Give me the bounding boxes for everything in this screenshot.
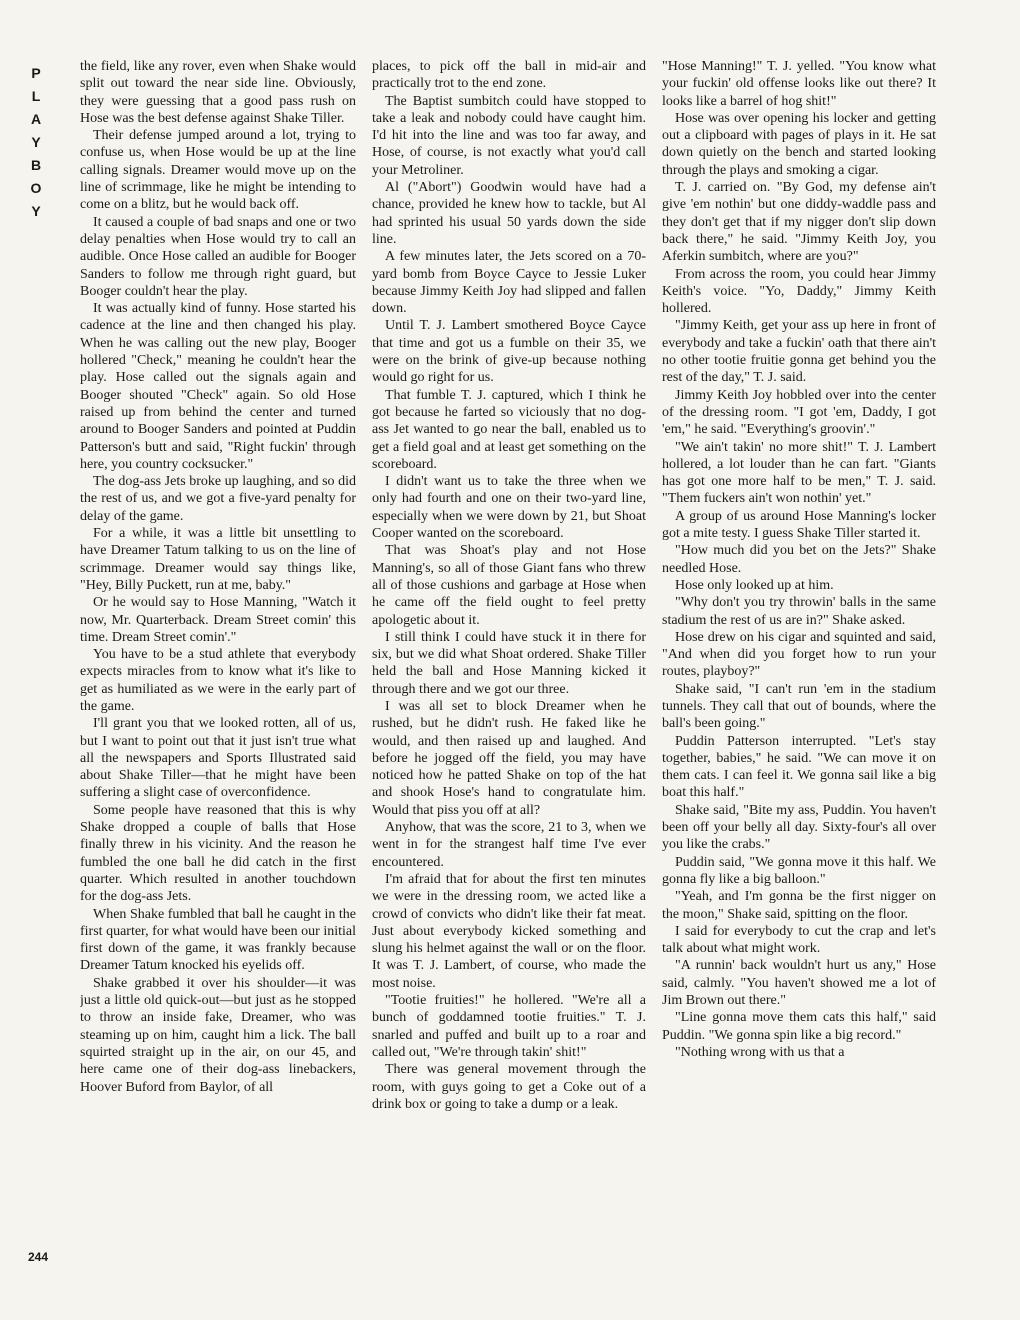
text-column-2 [372, 58, 646, 1284]
paragraph: Shake grabbed it over his shoulder—it was just a little old quick-out—but just as he stopped to throw an inside fake, Dreamer, who was steaming up on him, caught him a lick. The ball squirted straight up in the air, on our 45, and here came one of their dog-ass linebackers, Hoover Buford from Baylor, of all [80, 975, 356, 1095]
paragraph: I still think I could have stuck it in there for six, but we did what Shoat ordered. Shake Tiller held the ball and Hose Manning kicked it through there and we got our three. [372, 629, 646, 697]
masthead-letter: L [31, 88, 41, 104]
paragraph: I didn't want us to take the three when we only had fourth and one on their two-yard line, especially when we were down by 21, but Shoat Cooper wanted on the scoreboard. [372, 474, 646, 542]
paragraph: "Nothing wrong with us that a [675, 1044, 845, 1060]
paragraph: I was all set to block Dreamer when he rushed, but he didn't rush. He faked like he would, and then raised up and laughed. And before he jogged off the field, you may have noticed how he patted Shake on top of the hat and shook Hose's hand to congratulate him. Would that piss you off at all? [372, 698, 646, 818]
paragraph: "We ain't takin' no more shit!" T. J. Lambert hollered, a lot louder than he can fart. "Giants has got one more half to be men," T. J. said. "Them fuckers ain't won nothin' yet." [662, 439, 936, 507]
paragraph: the field, like any rover, even when Shake would split out toward the near side line. Obviously, they were guessing that a good pass rush on Hose was the best defense against Shake Tiller. [80, 59, 356, 126]
masthead-letter: A [30, 111, 42, 127]
masthead-letter: O [30, 180, 42, 196]
paragraph: "Line gonna move them cats this half," said Puddin. "We gonna spin like a big record." [662, 1010, 936, 1043]
paragraph: Al ("Abort") Goodwin would have had a chance, provided he knew how to tackle, but Al had sprinted his usual 50 yards down the side line. [372, 180, 646, 247]
paragraph: Hose only looked up at him. [675, 577, 834, 593]
paragraph: Their defense jumped around a lot, trying to confuse us, when Hose would be up at the line calling signals. Dreamer would move up on the line of scrimmage, like he might be intending to come on a blitz, but he would back off. [80, 128, 356, 213]
paragraph: "A runnin' back wouldn't hurt us any," Hose said, calmly. "You haven't showed me a lot of Jim Brown out there." [662, 958, 936, 1009]
paragraph: I'm afraid that for about the first ten minutes we were in the dressing room, we acted like a crowd of convicts who didn't like their fat meat. Just about everybody kicked something and slung his helmet against the wall or on the floor. It was T. J. Lambert, of course, who made the most noise. [372, 871, 646, 991]
paragraph: places, to pick off the ball in mid-air and practically trot to the end zone. [372, 59, 646, 92]
paragraph: Some people have reasoned that this is why Shake dropped a couple of balls that Hose finally threw in his vicinity. And the reason he fumbled the one ball he did catch in the first quarter. Which resulted in another touchdown for the dog-ass Jets. [80, 802, 356, 905]
paragraph: Jimmy Keith Joy hobbled over into the center of the dressing room. "I got 'em, Daddy, I got 'em," he said. "Everything's groovin'." [662, 387, 936, 438]
paragraph: Hose was over opening his locker and getting out a clipboard with pages of plays in it. He sat down quietly on the bench and started looking through the plays and smoking a cigar. [662, 110, 936, 178]
paragraph: I said for everybody to cut the crap and let's talk about what might work. [662, 923, 936, 957]
paragraph: Hose drew on his cigar and squinted and said, "And when did you forget how to run your routes, playboy?" [662, 629, 936, 680]
paragraph: There was general movement through the room, with guys going to get a Coke out of a drink box or going to take a dump or a leak. [372, 1062, 646, 1112]
paragraph: You have to be a stud athlete that everybody expects miracles from to know what it's like to get as humiliated as we were in the early part of the game. [80, 647, 356, 714]
paragraph: Puddin said, "We gonna move it this half. We gonna fly like a big balloon." [662, 854, 936, 887]
paragraph: "Tootie fruities!" he hollered. "We're all a bunch of goddamned tootie fruities." T. J. snarled and puffed and built up to a roar and called out, "We're through takin' shit!" [372, 993, 646, 1060]
paragraph: Or he would say to Hose Manning, "Watch it now, Mr. Quarterback. Dream Street comin' this time. Dream Street comin'." [80, 595, 356, 645]
paragraph: "Hose Manning!" T. J. yelled. "You know what your fuckin' old offense looks like out there? It looks like a barrel of hog shit!" [662, 59, 936, 109]
paragraph: It was actually kind of funny. Hose started his cadence at the line and then changed his play. When he was calling out the new play, Booger hollered "Check," meaning he couldn't hear the play. Hose called out the signals again and Booger shouted "Check" again. So old Hose raised up from behind the center and turned around to Booger Sanders and pointed at Puddin Patterson's butt and said, "Right fuckin' through here, you country cocksucker." [80, 301, 356, 472]
paragraph: Until T. J. Lambert smothered Boyce Cayce that time and got us a fumble on their 35, we were on the brink of give-up because nothing would go right for us. [372, 318, 646, 386]
masthead-letter: Y [31, 203, 41, 219]
paragraph: From across the room, you could hear Jimmy Keith's voice. "Yo, Daddy," Jimmy Keith hollered. [662, 266, 936, 317]
paragraph: That was Shoat's play and not Hose Manning's, so all of those Giant fans who threw all of those cushions and garbage at Hose when he came off the field ought to feel pretty apologetic about it. [372, 543, 646, 628]
masthead-vertical [24, 62, 48, 223]
paragraph: When Shake fumbled that ball he caught in the first quarter, for what would have been our initial first down of the game, it was frankly because Dreamer Tatum knocked his eyelids off. [80, 906, 356, 974]
text-column-3 [662, 58, 936, 1284]
paragraph: Puddin Patterson interrupted. "Let's stay together, babies," he said. "We can move it on them cats. I can feel it. We gonna sail like a big boat this half." [662, 733, 936, 801]
paragraph: A group of us around Hose Manning's locker got a mite testy. I guess Shake Tiller started it. [662, 508, 936, 542]
paragraph: A few minutes later, the Jets scored on a 70-yard bomb from Boyce Cayce to Jessie Luker because Jimmy Keith Joy had slipped and fallen down. [372, 249, 646, 317]
masthead-letter: P [31, 65, 41, 81]
paragraph: "Yeah, and I'm gonna be the first nigger on the moon," Shake said, spitting on the floor. [662, 889, 936, 922]
paragraph: I'll grant you that we looked rotten, all of us, but I want to point out that it just isn't true what all the newspapers and Sports Illustrated said about Shake Tiller—that he might have been suffering a slight case of overconfidence. [80, 716, 356, 801]
paragraph: "Why don't you try throwin' balls in the same stadium the rest of us are in?" Shake asked. [662, 595, 936, 628]
paragraph: "How much did you bet on the Jets?" Shake needled Hose. [662, 543, 936, 576]
page-number: 244 [28, 1250, 49, 1264]
paragraph: "Jimmy Keith, get your ass up here in front of everybody and take a fuckin' oath that there ain't no other tootie fruitie gonna get behind you the rest of the day," T. J. said. [662, 318, 936, 386]
masthead-letter: B [30, 157, 42, 173]
paragraph: Shake said, "I can't run 'em in the stadium tunnels. They call that out of bounds, where the ball's been going." [662, 681, 936, 732]
paragraph: That fumble T. J. captured, which I think he got because he farted so viciously that no dog-ass Jet wanted to go near the ball, enabled us to get a field goal and at least get something on the scoreboard. [372, 387, 646, 472]
text-column-1 [80, 58, 356, 1284]
paragraph: The Baptist sumbitch could have stopped to take a leak and nobody could have caught him. I'd hit into the line and was too far away, and Hose, of course, is not exactly what you'd call your Metroliner. [372, 93, 646, 178]
paragraph: It caused a couple of bad snaps and one or two delay penalties when Hose would try to call an audible. Once Hose called an audible for Booger Sanders to follow me through right guard, but Booger couldn't hear the play. [80, 214, 356, 299]
paragraph: The dog-ass Jets broke up laughing, and so did the rest of us, and we got a five-yard penalty for delay of the game. [80, 474, 356, 524]
paragraph: Shake said, "Bite my ass, Puddin. You haven't been off your belly all day. Sixty-four's all over you like the crabs." [662, 802, 936, 853]
masthead-letter: Y [31, 134, 41, 150]
paragraph: T. J. carried on. "By God, my defense ain't give 'em nothin' but one diddy-waddle pass and they don't get that if my nigger don't slip down back there," he said. "Jimmy Keith Joy, you Aferkin sumbitch, where are you?" [662, 180, 936, 265]
paragraph: For a while, it was a little bit unsettling to have Dreamer Tatum talking to us on the line of scrimmage. Dreamer would say things like, "Hey, Billy Puckett, run at me, baby." [80, 526, 356, 593]
paragraph: Anyhow, that was the score, 21 to 3, when we went in for the strangest half time I've ever encountered. [372, 820, 646, 870]
